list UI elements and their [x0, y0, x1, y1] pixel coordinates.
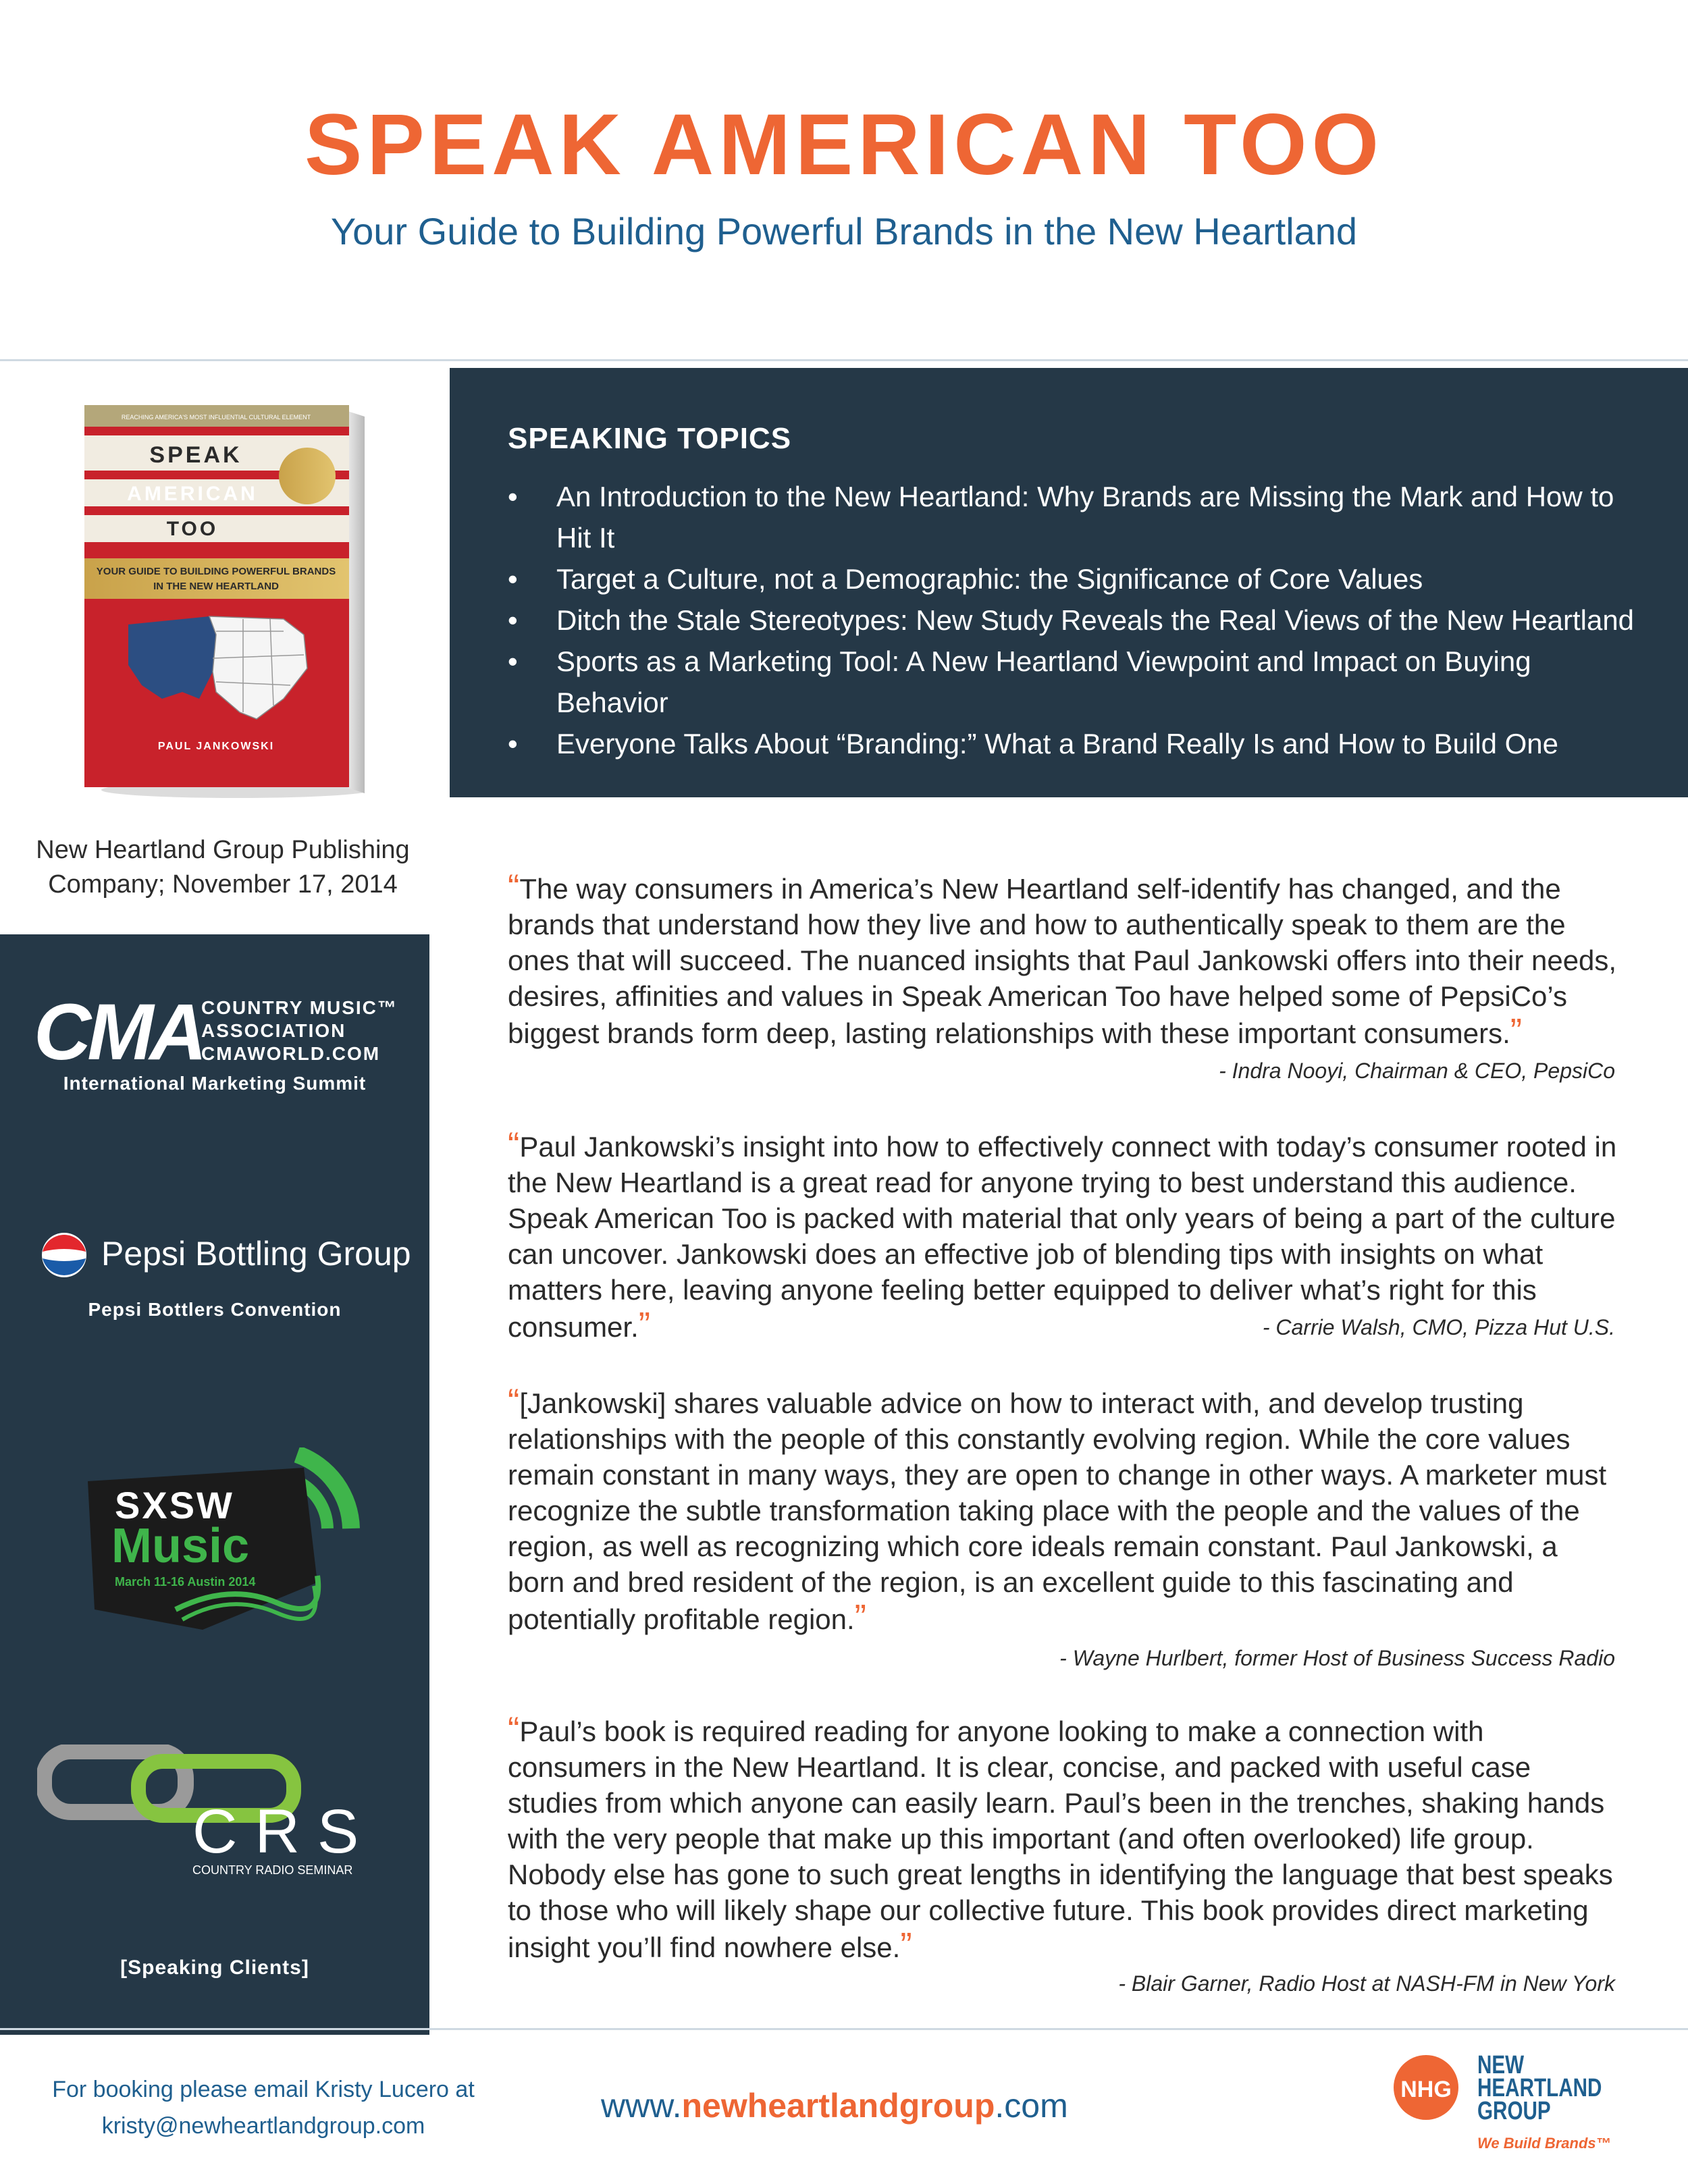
close-quote-mark: ” — [900, 1926, 912, 1965]
topic-item: • An Introduction to the New Heartland: Why Brands are Missing the Mark and How to Hit It — [508, 476, 1642, 558]
testimonial-quote — [508, 1127, 1622, 1345]
testimonial-quote — [508, 870, 1622, 1051]
sxsw-dates-text: March 11-16 Austin 2014 — [115, 1575, 256, 1589]
testimonial-quote — [508, 1384, 1622, 1637]
open-quote-mark: “ — [508, 1382, 520, 1421]
topic-item: • Everyone Talks About “Branding:” What a Brand Really Is and How to Build One — [508, 723, 1642, 764]
bottom-divider — [0, 2028, 1688, 2030]
crs-logo — [37, 1744, 395, 1880]
testimonial-attribution: - Indra Nooyi, Chairman & CEO, PepsiCo — [1219, 1059, 1615, 1083]
topic-item: • Target a Culture, not a Demographic: the Significance of Core Values — [508, 558, 1642, 600]
booking-email-link[interactable]: kristy@newheartlandgroup.com — [101, 2113, 425, 2139]
speaking-clients-panel — [0, 934, 429, 2035]
testimonial-text: [Jankowski] shares valuable advice on how to interact with, and develop trusting relationships with the people of this constantly evolving region. While the core values remain constant in many ways, they are open to change in other ways. A marketer must recognize the subtle transformation taking place with the people and the values of the region, as well as recognizing which core ideals remain constant. Paul Jankowski, a born and bred resident of the region, is an excellent guide to this fascinating and potentially profitable region. — [508, 1387, 1607, 1635]
website-link[interactable] — [601, 2086, 1068, 2125]
page-title: SPEAK AMERICAN TOO — [304, 97, 1384, 193]
cma-line: CMAWORLD.COM — [201, 1043, 381, 1064]
nhg-name-line: NEW — [1477, 2051, 1525, 2079]
nhg-name-line: HEARTLAND — [1477, 2074, 1602, 2102]
crs-full-name: COUNTRY RADIO SEMINAR — [192, 1863, 353, 1877]
speaking-topics-panel — [450, 368, 1688, 797]
nhg-logo-initials: NHG — [1400, 2077, 1452, 2102]
book-subtitle-line: YOUR GUIDE TO BUILDING POWERFUL BRANDS — [96, 566, 336, 577]
sxsw-music-logo — [74, 1447, 365, 1636]
topic-item: • Ditch the Stale Stereotypes: New Study Reveals the Real Views of the New Heartland — [508, 600, 1642, 641]
speaking-topics-list — [508, 476, 1642, 764]
pepsi-globe-icon — [41, 1231, 88, 1279]
cma-line: COUNTRY MUSIC™ — [201, 997, 398, 1018]
speaking-topics-heading: SPEAKING TOPICS — [508, 422, 792, 455]
testimonial-text: Paul Jankowski’s insight into how to effectively connect with today’s consumer rooted in the New Heartland is a great read for anyone trying to best understand this audience. Speak American Too is packed with material that only years of being a part of the culture can uncover. Jankowski does an effective job of blending tips with insights on what matters here, leaving anyone feeling better equipped to deliver what’s right for this consumer. — [508, 1131, 1617, 1343]
page-subtitle: Your Guide to Building Powerful Brands in the New Heartland — [330, 210, 1358, 252]
booking-text: For booking please email Kristy Lucero at — [52, 2077, 475, 2102]
top-divider — [0, 359, 1688, 361]
sxsw-brand-text: SXSW — [115, 1484, 234, 1526]
open-quote-mark: “ — [508, 1125, 520, 1165]
website-suffix: .com — [995, 2087, 1068, 2125]
testimonial-attribution: - Wayne Hurlbert, former Host of Business Success Radio — [1059, 1646, 1615, 1670]
nhg-logo-icon — [1392, 2054, 1460, 2121]
booking-contact — [27, 2071, 500, 2144]
sxsw-music-text: Music — [111, 1519, 250, 1573]
website-prefix: www. — [601, 2087, 682, 2125]
open-quote-mark: “ — [508, 1710, 520, 1749]
pepsi-event-label: Pepsi Bottlers Convention — [88, 1299, 342, 1320]
testimonial-attribution: - Blair Garner, Radio Host at NASH-FM in New York — [1118, 1971, 1615, 1996]
book-subtitle-line: IN THE NEW HEARTLAND — [153, 581, 279, 592]
testimonial-text: Paul’s book is required reading for anyone looking to make a connection with consumers in the New Heartland. It is clear, concise, and packed with useful case studies from which anyone can easily learn. Paul’s been in the trenches, shaking hands with the very people that make up this important (and often overlooked) life group. Nobody else has gone to such great lengths in identifying the language that best speaks to those who will likely shape our collective future. This book provides direct marketing insight you’ll find nowhere else. — [508, 1715, 1613, 1963]
book-author: PAUL JANKOWSKI — [157, 741, 275, 752]
close-quote-mark: ” — [1510, 1012, 1523, 1051]
open-quote-mark: “ — [508, 868, 520, 907]
pepsi-logo-text: Pepsi Bottling Group — [101, 1235, 411, 1273]
testimonial-attribution: - Carrie Walsh, CMO, Pizza Hut U.S. — [1262, 1315, 1615, 1339]
testimonial-text: The way consumers in America’s New Heartland self-identify has changed, and the brands that understand how they live and how to authentically speak to them are the ones that will succeed. The nuanced insights that Paul Jankowski offers into their needs, desires, affinities and values in Speak American Too have helped some of PepsiCo’s biggest brands form deep, lasting relationships with these important consumers. — [508, 873, 1617, 1049]
website-domain: newheartlandgroup — [681, 2087, 995, 2125]
publisher-caption: New Heartland Group Publishing Company; November 17, 2014 — [36, 836, 410, 899]
cma-logo-words — [201, 996, 398, 1065]
book-title-line: TOO — [166, 518, 219, 540]
book-tagline: REACHING AMERICA'S MOST INFLUENTIAL CULTURAL ELEMENT — [121, 414, 311, 421]
book-cover-image — [81, 402, 365, 800]
nhg-tagline: We Build Brands™ — [1477, 2135, 1611, 2152]
close-quote-mark: ” — [638, 1306, 651, 1345]
testimonial-quote — [508, 1712, 1622, 1965]
cma-event-label: International Marketing Summit — [63, 1073, 367, 1094]
book-title-line: SPEAK — [149, 442, 242, 468]
cma-logo-mark: CMA — [34, 988, 203, 1077]
nhg-logo-name — [1477, 2051, 1602, 2125]
speaking-clients-caption: [Speaking Clients] — [120, 1956, 309, 1979]
book-title-line: AMERICAN — [127, 483, 258, 505]
crs-letters: CRS — [192, 1797, 377, 1866]
cma-line: ASSOCIATION — [201, 1020, 346, 1041]
close-quote-mark: ” — [854, 1598, 866, 1637]
nhg-name-line: GROUP — [1477, 2097, 1551, 2125]
topic-item: • Sports as a Marketing Tool: A New Heartland Viewpoint and Impact on Buying Behavior — [508, 641, 1642, 723]
